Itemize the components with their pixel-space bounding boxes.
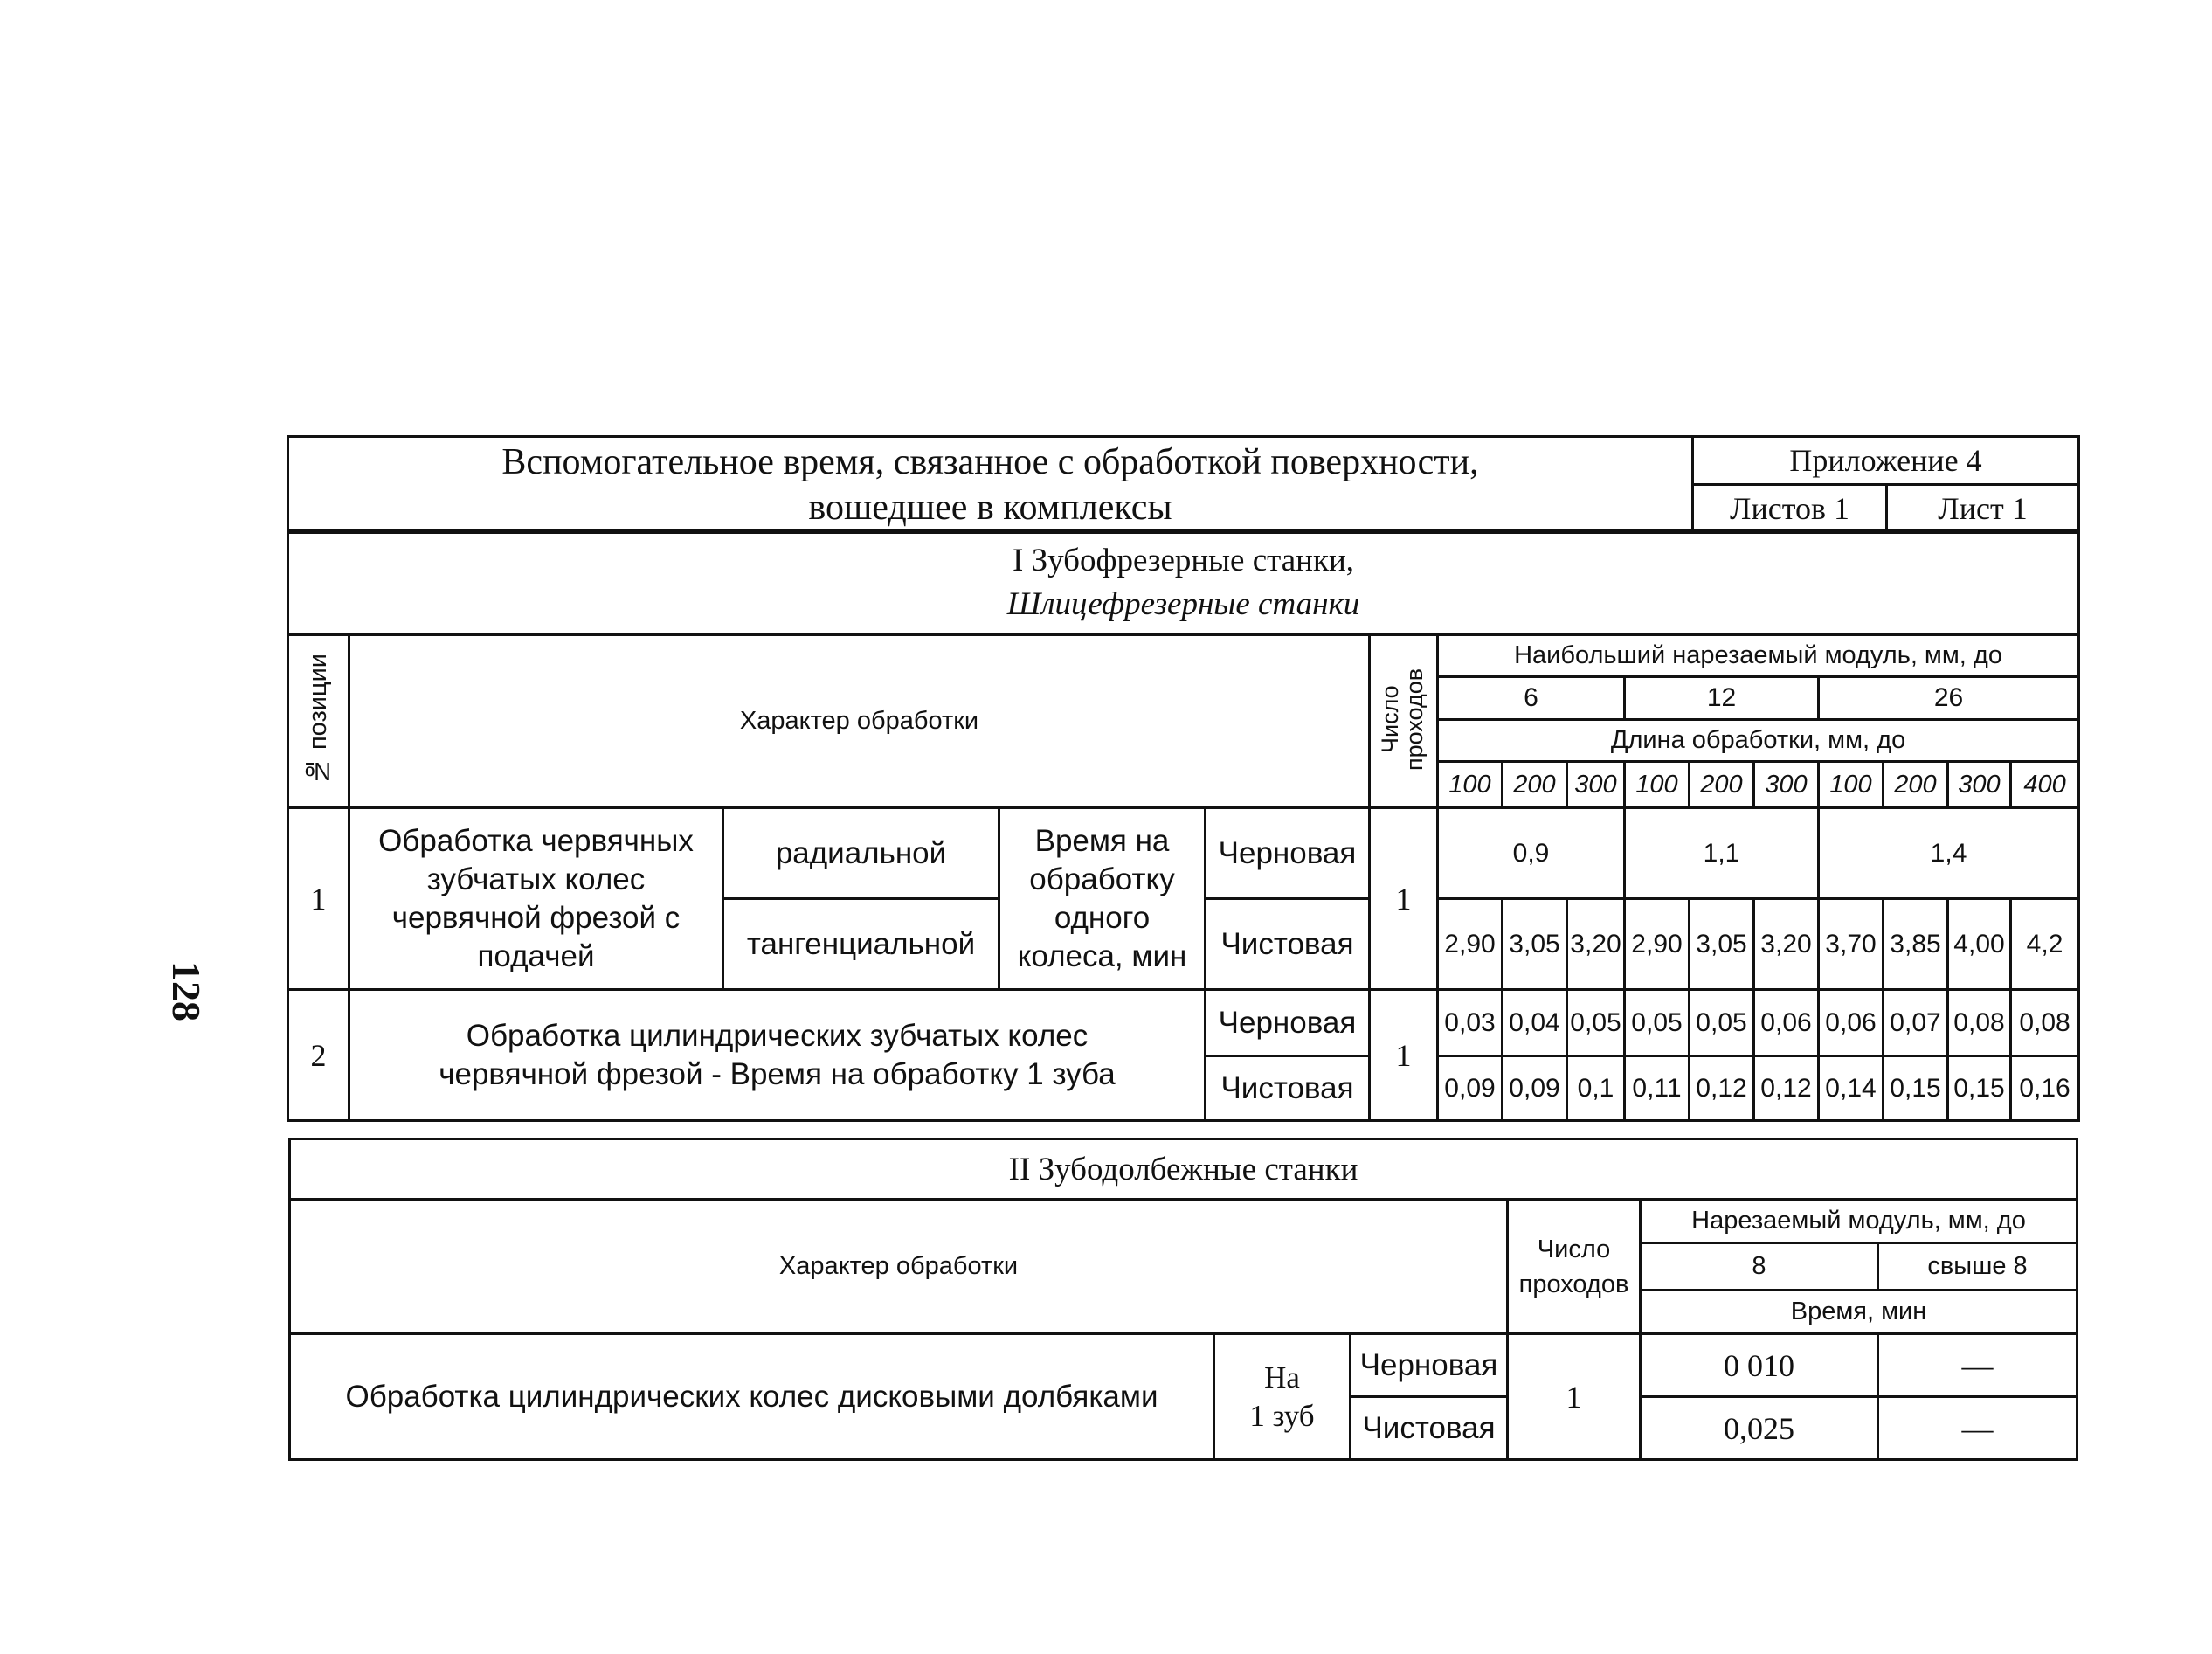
row-2-rough-value: 0,05 xyxy=(1625,990,1690,1056)
row-1-rough-value: 1,4 xyxy=(1819,808,2079,899)
row-2-rough-value: 0,06 xyxy=(1754,990,1819,1056)
row-1-radial: радиальной xyxy=(723,808,999,899)
row-1-description: Обработка червячных зубчатых колес червячной фрезой с подачей xyxy=(349,808,723,990)
s2-passes: 1 xyxy=(1508,1334,1641,1460)
sheet-number: Лист 1 xyxy=(1887,485,2079,533)
row-2-description-line-1: Обработка цилиндрических зубчатых колес xyxy=(466,1018,1089,1053)
length-cell: 300 xyxy=(1754,762,1819,808)
sheets-total: Листов 1 xyxy=(1693,485,1887,533)
length-cell: 100 xyxy=(1438,762,1503,808)
row-2-rough-value: 0,05 xyxy=(1567,990,1625,1056)
section-2-table xyxy=(288,1138,2078,1461)
s2-rough-value-8: 0 010 xyxy=(1641,1334,1878,1397)
document-header xyxy=(287,435,2080,534)
section-1-subtitle: Шлицефрезерные станки xyxy=(1006,586,1360,622)
length-cell: 400 xyxy=(2011,762,2079,808)
col-position-header: № позиции xyxy=(288,635,349,808)
row-1-finish-value: 3,85 xyxy=(1884,899,1948,990)
row-2-finish-value: 0,15 xyxy=(1948,1056,2011,1121)
row-2-rough-label: Черновая xyxy=(1206,990,1370,1056)
row-2-rough-value: 0,07 xyxy=(1884,990,1948,1056)
s2-module-over-8: свыше 8 xyxy=(1878,1243,2077,1291)
s2-finish-value-8: 0,025 xyxy=(1641,1397,1878,1460)
section-1-title: I Зубофрезерные станки, xyxy=(1013,543,1355,578)
row-1-finish-value: 3,20 xyxy=(1754,899,1819,990)
s2-col-time-header: Время, мин xyxy=(1641,1291,2077,1334)
row-1-finish-value: 3,05 xyxy=(1690,899,1754,990)
row-2-description xyxy=(349,990,1206,1121)
s2-col-module-header: Нарезаемый модуль, мм, до xyxy=(1641,1200,2077,1243)
row-2-rough-value: 0,06 xyxy=(1819,990,1884,1056)
s2-passes-line-2: проходов xyxy=(1518,1270,1629,1298)
row-1-time-note: Время на обработку одного колеса, мин xyxy=(999,808,1206,990)
row-2-passes: 1 xyxy=(1370,990,1438,1121)
row-1-finish-value: 2,90 xyxy=(1438,899,1503,990)
row-2-finish-value: 0,12 xyxy=(1690,1056,1754,1121)
module-6: 6 xyxy=(1438,677,1625,719)
s2-per-line-1: На xyxy=(1264,1360,1300,1394)
row-1-finish-label: Чистовая xyxy=(1206,899,1370,990)
section-1-heading xyxy=(288,531,2079,635)
row-1-rough-value: 1,1 xyxy=(1625,808,1819,899)
row-1-tangential: тангенциальной xyxy=(723,899,999,990)
s2-per-line-2: 1 зуб xyxy=(1249,1398,1315,1433)
s2-row-description: Обработка цилиндрических колес дисковыми долбяками xyxy=(290,1334,1214,1460)
title-line-2: вошедшее в комплексы xyxy=(808,487,1172,528)
section-1-table xyxy=(287,529,2080,1122)
row-2-position: 2 xyxy=(288,990,349,1121)
row-1-rough-label: Черновая xyxy=(1206,808,1370,899)
title-line-1: Вспомогательное время, связанное с обработкой поверхности, xyxy=(501,441,1479,482)
document-title xyxy=(288,437,1693,533)
row-2-finish-value: 0,16 xyxy=(2011,1056,2079,1121)
row-2-finish-value: 0,14 xyxy=(1819,1056,1884,1121)
row-2-finish-value: 0,15 xyxy=(1884,1056,1948,1121)
s2-finish-value-over-8: — xyxy=(1878,1397,2077,1460)
row-2-finish-value: 0,12 xyxy=(1754,1056,1819,1121)
s2-finish-label: Чистовая xyxy=(1351,1397,1508,1460)
row-1-finish-value: 3,20 xyxy=(1567,899,1625,990)
page-number: 128 xyxy=(164,961,209,1021)
row-1-finish-value: 3,70 xyxy=(1819,899,1884,990)
col-length-header: Длина обработки, мм, до xyxy=(1438,719,2079,761)
row-2-rough-value: 0,03 xyxy=(1438,990,1503,1056)
row-2-finish-value: 0,11 xyxy=(1625,1056,1690,1121)
row-1-passes: 1 xyxy=(1370,808,1438,990)
col-character-header: Характер обработки xyxy=(349,635,1370,808)
row-1-finish-value: 4,2 xyxy=(2011,899,2079,990)
length-cell: 300 xyxy=(1567,762,1625,808)
length-cell: 200 xyxy=(1884,762,1948,808)
col-module-header: Наибольший нарезаемый модуль, мм, до xyxy=(1438,635,2079,677)
length-cell: 100 xyxy=(1625,762,1690,808)
length-cell: 200 xyxy=(1690,762,1754,808)
s2-row-per-unit xyxy=(1214,1334,1351,1460)
module-26: 26 xyxy=(1819,677,2079,719)
row-2-finish-value: 0,1 xyxy=(1567,1056,1625,1121)
module-12: 12 xyxy=(1625,677,1819,719)
row-2-finish-value: 0,09 xyxy=(1438,1056,1503,1121)
row-2-finish-label: Чистовая xyxy=(1206,1056,1370,1121)
length-cell: 200 xyxy=(1503,762,1567,808)
s2-rough-value-over-8: — xyxy=(1878,1334,2077,1397)
length-cell: 100 xyxy=(1819,762,1884,808)
s2-passes-line-1: Число xyxy=(1537,1235,1611,1263)
row-1-finish-value: 3,05 xyxy=(1503,899,1567,990)
row-1-rough-value: 0,9 xyxy=(1438,808,1625,899)
s2-col-character-header: Характер обработки xyxy=(290,1200,1508,1334)
section-2-heading: II Зубодолбежные станки xyxy=(290,1139,2077,1200)
row-2-rough-value: 0,05 xyxy=(1690,990,1754,1056)
row-1-finish-value: 4,00 xyxy=(1948,899,2011,990)
row-2-rough-value: 0,08 xyxy=(2011,990,2079,1056)
row-1-position: 1 xyxy=(288,808,349,990)
col-passes-header: Число проходов xyxy=(1370,635,1438,808)
row-2-description-line-2: червячной фрезой - Время на обработку 1 зуба xyxy=(439,1056,1116,1091)
s2-col-passes-header xyxy=(1508,1200,1641,1334)
s2-rough-label: Черновая xyxy=(1351,1334,1508,1397)
row-2-finish-value: 0,09 xyxy=(1503,1056,1567,1121)
row-2-rough-value: 0,08 xyxy=(1948,990,2011,1056)
appendix-label: Приложение 4 xyxy=(1693,437,2079,485)
row-2-rough-value: 0,04 xyxy=(1503,990,1567,1056)
s2-module-8: 8 xyxy=(1641,1243,1878,1291)
length-cell: 300 xyxy=(1948,762,2011,808)
row-1-finish-value: 2,90 xyxy=(1625,899,1690,990)
